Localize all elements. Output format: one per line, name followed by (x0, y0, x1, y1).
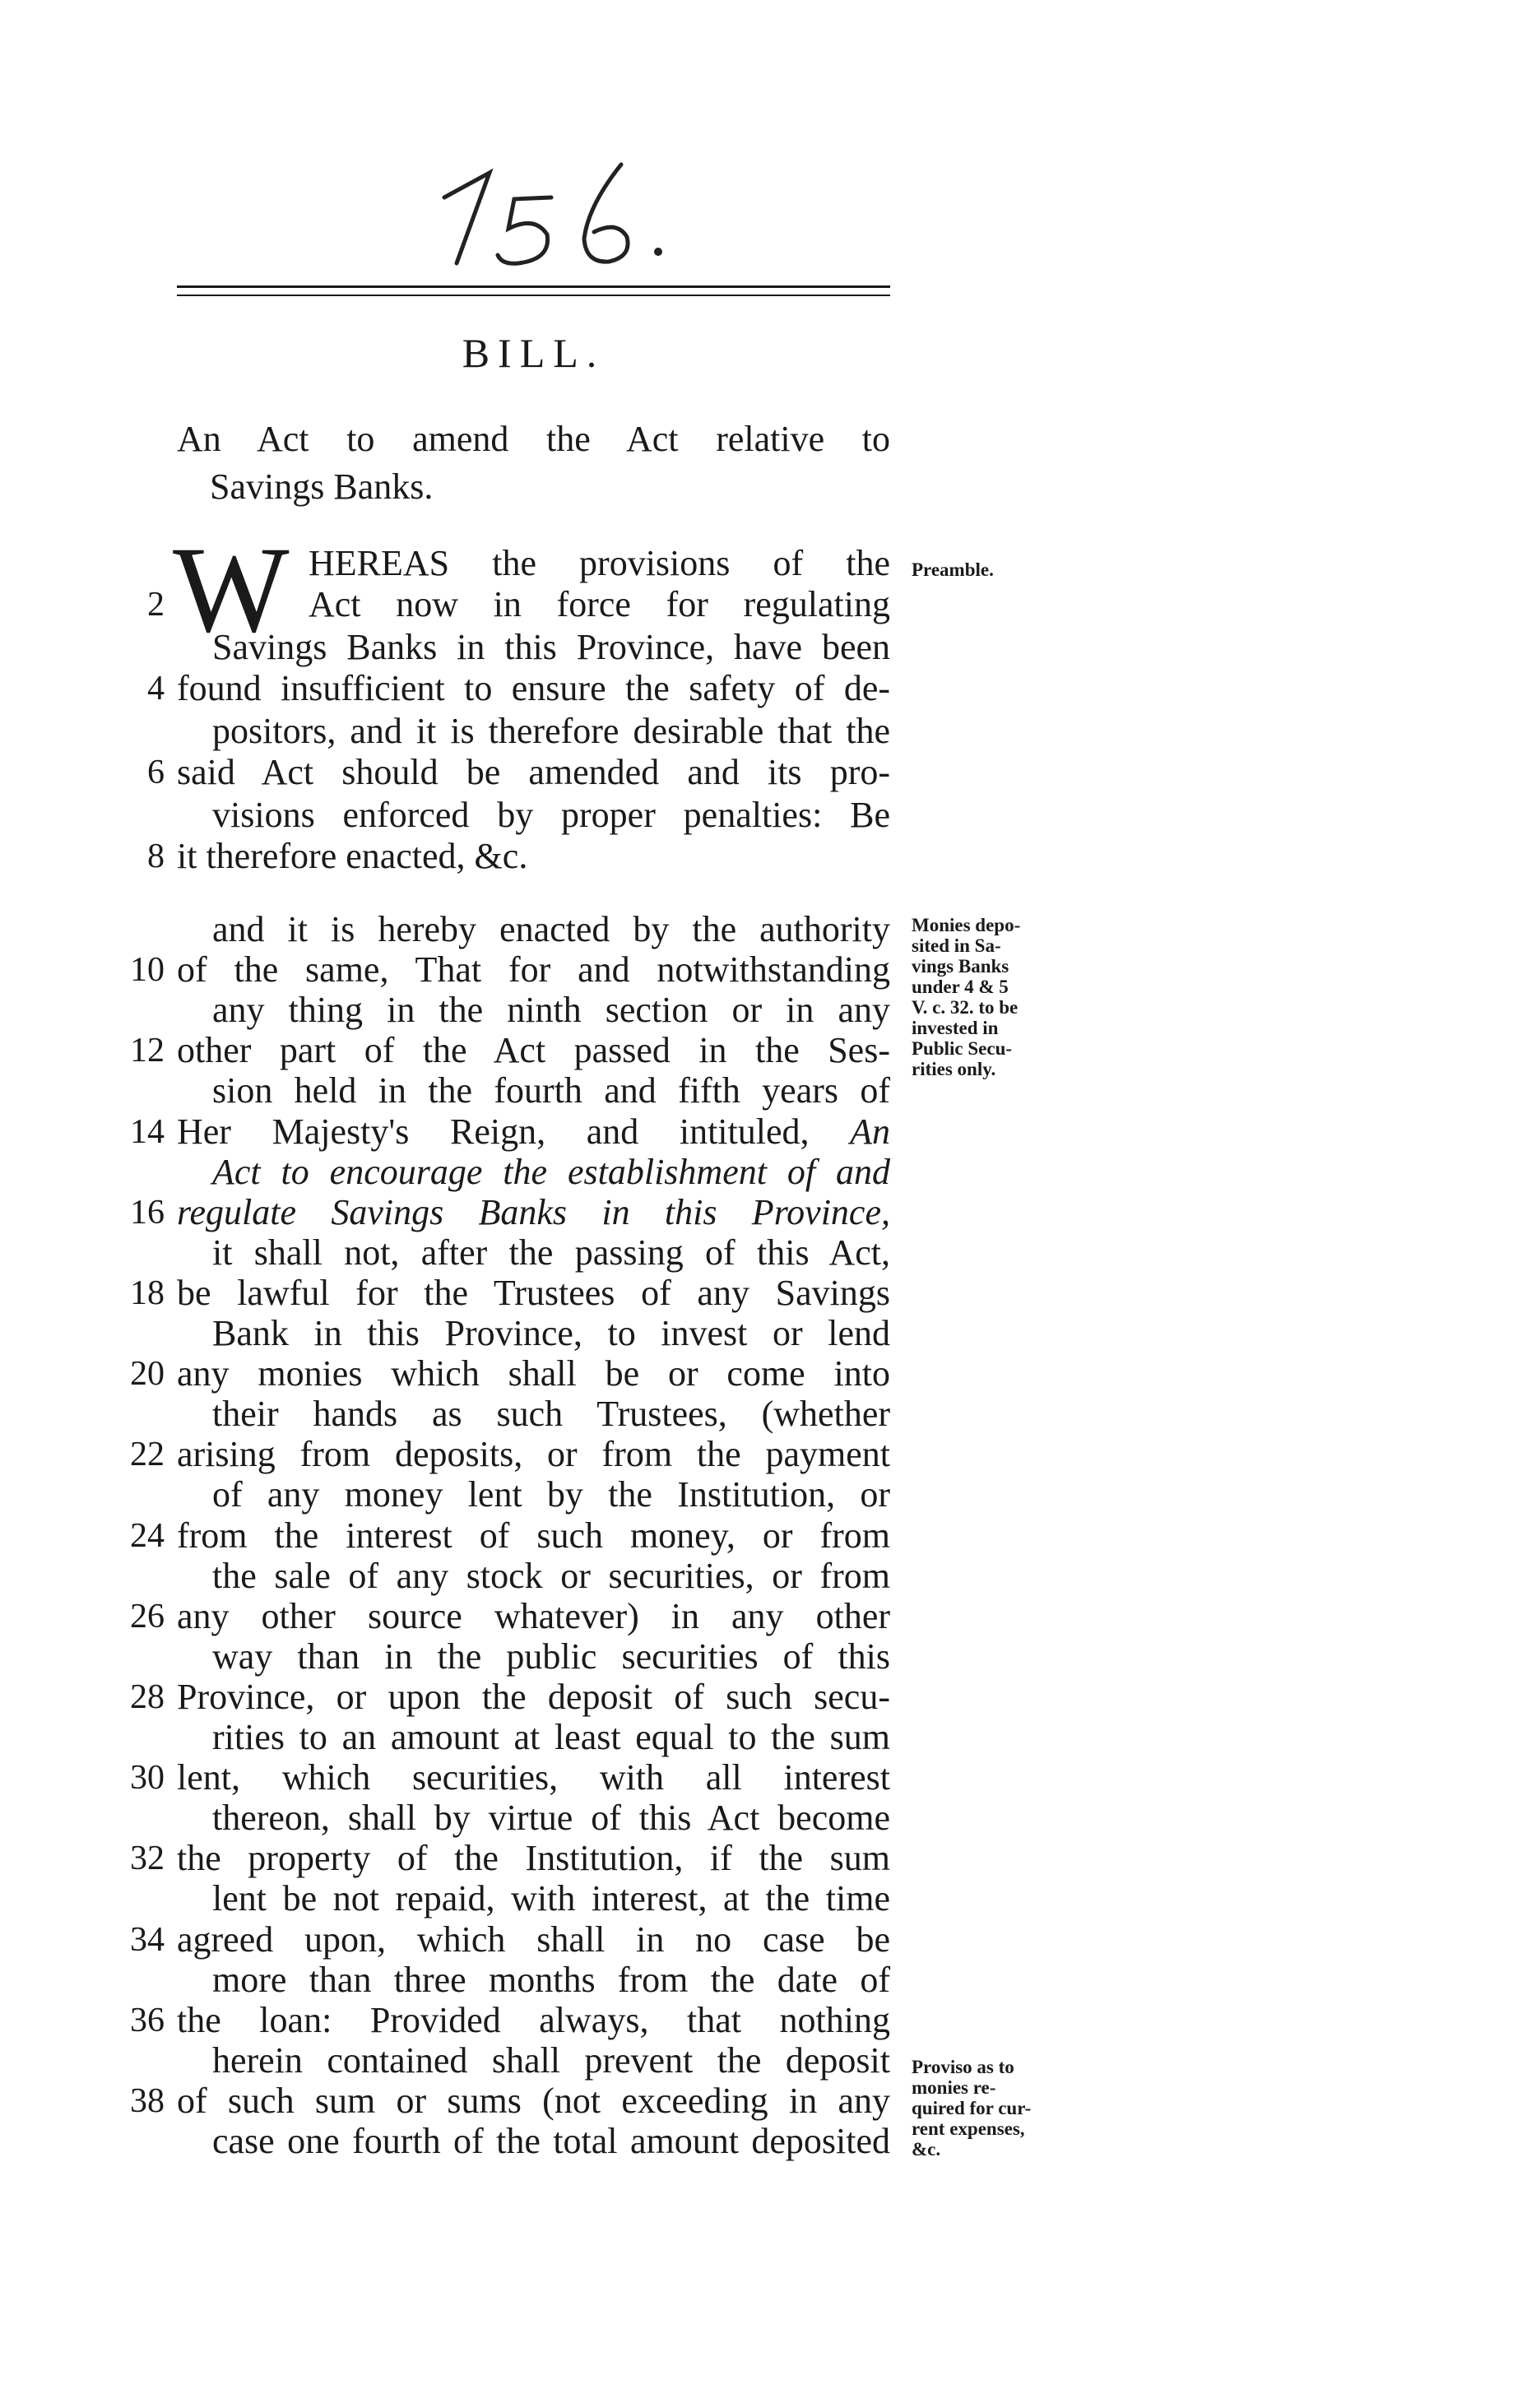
act-title-line-2: Savings Banks. (210, 466, 434, 507)
text-line: Act now in force for regulating (309, 584, 890, 624)
text-line: lent be not repaid, with interest, at the time (212, 1878, 890, 1919)
handwritten-number-graphic (411, 148, 691, 271)
text-line: the property of the Institution, if the sum (177, 1838, 890, 1878)
text-line: and it is hereby enacted by the authority (212, 909, 890, 949)
top-rule-thin (177, 295, 890, 296)
line-number: 12 (130, 1032, 165, 1069)
marginal-note-line: V. c. 32. to be (912, 997, 1019, 1018)
text-line: arising from deposits, or from the payment (177, 1434, 890, 1474)
text-line: rities to an amount at least equal to the sum (212, 1717, 890, 1757)
marginal-note-line: rities only. (912, 1059, 996, 1079)
line-number: 28 (130, 1678, 165, 1716)
text-line: of any money lent by the Institution, or (212, 1474, 890, 1515)
text-line: it shall not, after the passing of this Act, (212, 1232, 890, 1273)
marginal-note-line: Public Secu- (912, 1038, 1013, 1059)
text-line: visions enforced by proper penalties: Be (212, 795, 890, 835)
text-line: of the same, That for and notwithstanding (177, 949, 890, 990)
text-line: Bank in this Province, to invest or lend (212, 1313, 890, 1353)
text-line: it therefore enacted, &c. (177, 836, 528, 876)
text-line: Act to encourage the establishment of and (212, 1152, 890, 1192)
line-number: 6 (147, 754, 165, 791)
marginal-note (912, 559, 1088, 580)
text-line: positors, and it is therefore desirable that the (212, 711, 890, 751)
line-number: 20 (130, 1355, 165, 1393)
text-line: from the interest of such money, or from (177, 1515, 890, 1556)
text-line: the loan: Provided always, that nothing (177, 2000, 890, 2040)
marginal-note-line: Preamble. (912, 559, 994, 580)
text-line: the sale of any stock or securities, or from (212, 1556, 890, 1596)
act-title-line-1: An Act to amend the Act relative to (177, 419, 890, 459)
text-line: herein contained shall prevent the deposit (212, 2040, 890, 2081)
text-line: lent, which securities, with all interest (177, 1757, 890, 1798)
line-number: 14 (130, 1113, 165, 1151)
act-title (177, 415, 890, 511)
line-number: 30 (130, 1759, 165, 1797)
line-number: 2 (147, 586, 165, 624)
marginal-note-line: quired for cur- (912, 2098, 1032, 2118)
text-line: regulate Savings Banks in this Province, (177, 1192, 890, 1232)
marginal-note-line: monies re- (912, 2077, 996, 2098)
text-line: said Act should be amended and its pro- (177, 752, 890, 792)
text-line: any monies which shall be or come into (177, 1353, 890, 1394)
text-line: found insufficient to ensure the safety of de- (177, 668, 890, 708)
line-number: 10 (130, 951, 165, 989)
text-line: HEREAS the provisions of the (309, 543, 890, 583)
text-line: more than three months from the date of (212, 1960, 890, 2000)
text-line: thereon, shall by virtue of this Act become (212, 1798, 890, 1838)
text-line: Savings Banks in this Province, have been (212, 627, 890, 667)
marginal-note-line: invested in (912, 1018, 999, 1038)
line-number: 22 (130, 1436, 165, 1473)
text-line: way than in the public securities of this (212, 1636, 890, 1677)
handwritten-page-number (411, 148, 691, 271)
line-number: 32 (130, 1840, 165, 1877)
top-rule (177, 285, 890, 288)
bill-heading: BILL. (462, 330, 606, 376)
marginal-note-line: Monies depo- (912, 915, 1021, 935)
text-line: of such sum or sums (not exceeding in any (177, 2081, 890, 2121)
line-number: 26 (130, 1598, 165, 1635)
text-line: Province, or upon the deposit of such secu- (177, 1677, 890, 1717)
drop-cap: W (173, 522, 290, 658)
line-number: 36 (130, 2002, 165, 2039)
line-number: 8 (147, 837, 165, 875)
marginal-note-line: Proviso as to (912, 2057, 1014, 2077)
text-line: other part of the Act passed in the Ses- (177, 1030, 890, 1070)
text-line: any other source whatever) in any other (177, 1596, 890, 1636)
marginal-note-line: vings Banks (912, 956, 1009, 977)
marginal-note-line: rent expenses, (912, 2118, 1025, 2139)
text-line: agreed upon, which shall in no case be (177, 1919, 890, 1960)
text-line: Her Majesty's Reign, and intituled, An (177, 1111, 890, 1152)
text-line: case one fourth of the total amount deposited (212, 2121, 890, 2161)
text-line: any thing in the ninth section or in any (212, 990, 890, 1030)
text-line: their hands as such Trustees, (whether (212, 1394, 890, 1434)
line-number: 24 (130, 1517, 165, 1555)
marginal-note (912, 915, 1088, 1079)
marginal-note-line: under 4 & 5 (912, 977, 1009, 997)
line-number: 34 (130, 1921, 165, 1959)
marginal-note (912, 2057, 1088, 2160)
line-number: 4 (147, 670, 165, 708)
marginal-note-line: &c. (912, 2139, 941, 2160)
line-number: 18 (130, 1274, 165, 1312)
text-line: be lawful for the Trustees of any Savings (177, 1273, 890, 1313)
marginal-note-line: sited in Sa- (912, 935, 1001, 956)
line-number: 16 (130, 1194, 165, 1232)
line-number: 38 (130, 2082, 165, 2120)
text-line: sion held in the fourth and fifth years of (212, 1070, 890, 1111)
